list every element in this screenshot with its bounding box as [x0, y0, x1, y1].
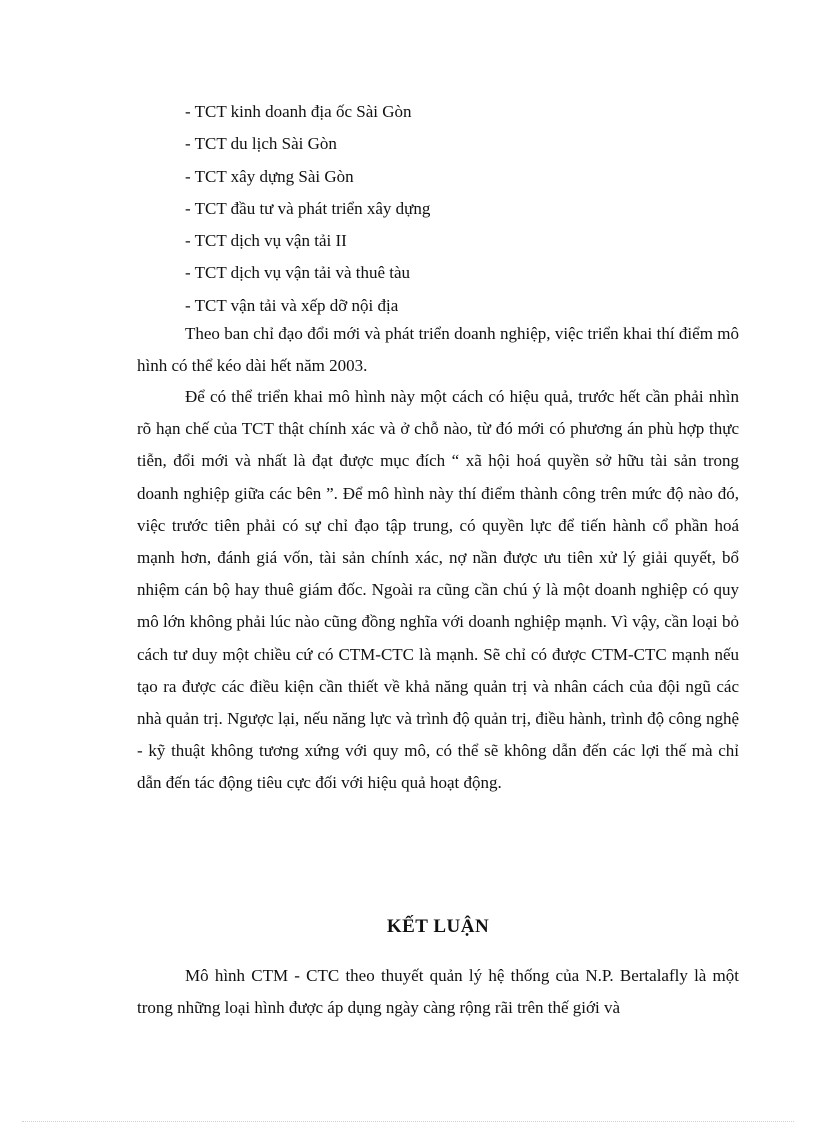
- company-list: [185, 96, 430, 322]
- list-item: - TCT xây dựng Sài Gòn: [185, 166, 354, 186]
- conclusion-paragraph: Mô hình CTM - CTC theo thuyết quản lý hệ thống của N.P. Bertalafly là một trong những loại hình được áp dụng ngày càng rộng rãi trên thế giới và: [137, 966, 739, 1018]
- implementation-paragraph: Để có thể triển khai mô hình này một cách có hiệu quả, trước hết cần phải nhìn rõ hạn chế của TCT thật chính xác và ở chỗ nào, từ đó mới có phương án phù hợp thực tiễn, đổi mới và nhất là đạt được mục đích “ xã hội hoá quyền sở hữu tài sản trong doanh nghiệp giữa các bên ”. Để mô hình này thí điểm thành công trên mức độ nào đó, việc trước tiên phải có sự chỉ đạo tập trung, có quyền lực để tiến hành cổ phần hoá mạnh hơn, đánh giá vốn, tài sản chính xác, nợ nần được ưu tiên xử lý giải quyết, bổ nhiệm cán bộ hay thuê giám đốc. Ngoài ra cũng cần chú ý là một doanh nghiệp có quy mô lớn không phải lúc nào cũng đồng nghĩa với doanh nghiệp mạnh. Vì vậy, cần loại bỏ cách tư duy một chiều cứ có CTM-CTC là mạnh. Sẽ chỉ có được CTM-CTC mạnh nếu tạo ra được các điều kiện cần thiết về khả năng quản trị và nhân cách của đội ngũ các nhà quản trị. Ngược lại, nếu năng lực và trình độ quản trị, điều hành, trình độ công nghệ - kỹ thuật không tương xứng với quy mô, có thể sẽ không dẫn đến các lợi thế mà chỉ dẫn đến tác động tiêu cực đối với hiệu quả hoạt động.: [137, 387, 739, 793]
- list-item: - TCT vận tải và xếp dỡ nội địa: [185, 295, 399, 315]
- page-bottom-divider: [22, 1121, 794, 1122]
- list-item: - TCT dịch vụ vận tải và thuê tàu: [185, 263, 411, 283]
- list-item: - TCT đầu tư và phát triển xây dựng: [185, 198, 431, 218]
- list-item: - TCT dịch vụ vận tải II: [185, 231, 347, 251]
- list-item: - TCT kinh doanh địa ốc Sài Gòn: [185, 102, 412, 121]
- list-item: - TCT du lịch Sài Gòn: [185, 134, 337, 154]
- conclusion-heading: KẾT LUẬN: [386, 916, 490, 937]
- pilot-timeline-paragraph: Theo ban chỉ đạo đổi mới và phát triển doanh nghiệp, việc triển khai thí điểm mô hình có thể kéo dài hết năm 2003.: [137, 324, 739, 376]
